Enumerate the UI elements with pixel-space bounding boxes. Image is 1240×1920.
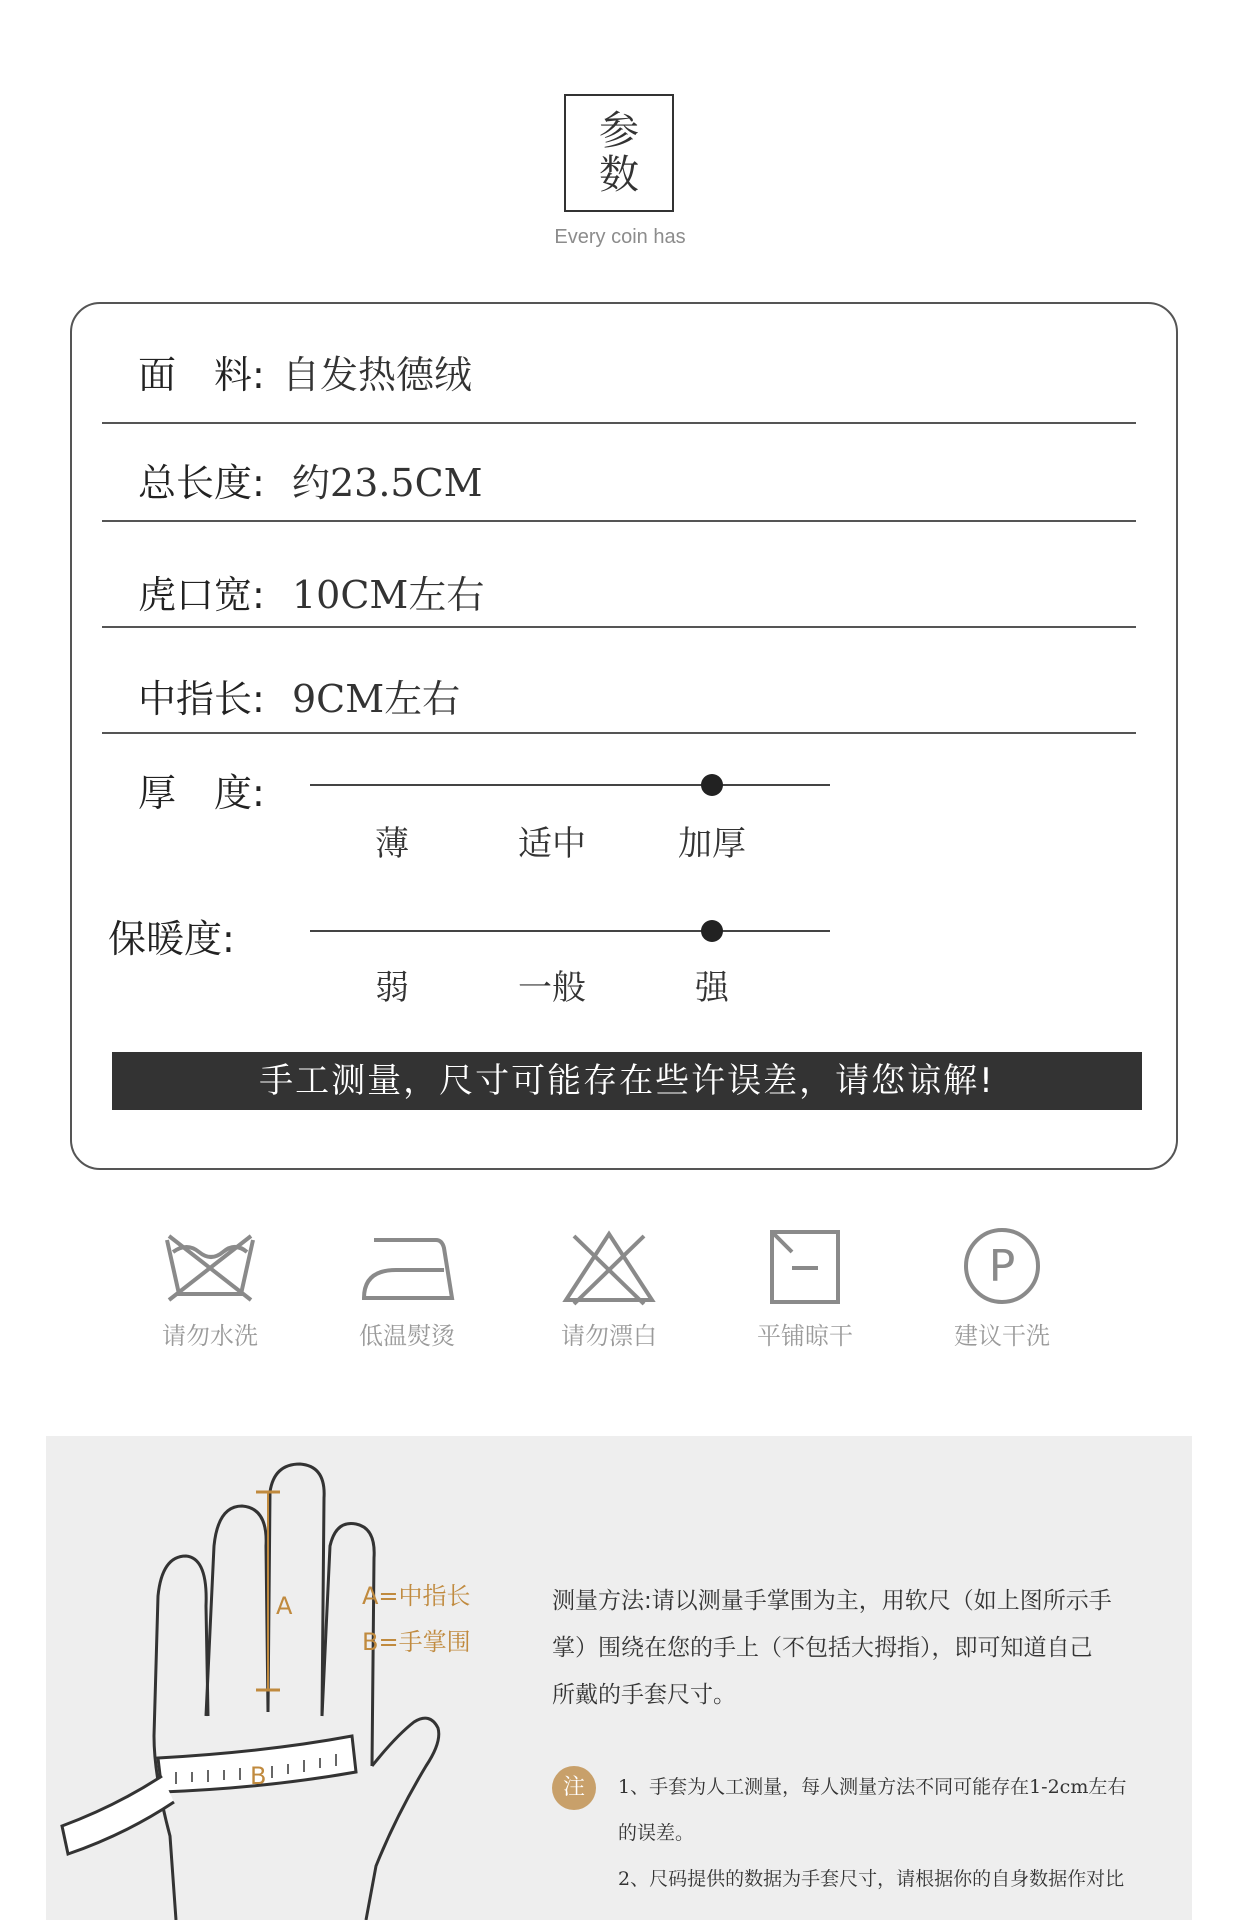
spec-row-palm-width — [102, 522, 1136, 628]
spec-value: 自发热德绒 — [282, 353, 473, 397]
care-label: 请勿漂白 — [561, 1322, 657, 1350]
spec-value: 10CM左右 — [292, 573, 485, 617]
method-line: 掌）围绕在您的手上（不包括大拇指），即可知道自己 — [552, 1635, 1093, 1661]
warmth-tick: 强 — [695, 968, 729, 1008]
care-no-wash — [130, 1226, 290, 1351]
measurement-method-text — [552, 1578, 1152, 1719]
care-no-bleach — [529, 1226, 689, 1351]
spec-row-finger-length — [102, 628, 1136, 734]
care-iron-low — [327, 1226, 487, 1351]
warmth-label: 保暖度: — [108, 917, 235, 961]
flat-dry-icon — [750, 1226, 860, 1306]
spec-row-fabric — [102, 304, 1136, 424]
iron-low-icon — [352, 1226, 462, 1306]
svg-text:P: P — [988, 1241, 1016, 1292]
thickness-scale-line — [310, 784, 830, 786]
spec-label: 虎口宽: — [138, 573, 265, 617]
care-dry-clean — [922, 1226, 1082, 1351]
method-line: 测量方法:请以测量手掌围为主，用软尺（如上图所示手 — [552, 1588, 1112, 1614]
no-wash-icon — [155, 1226, 265, 1306]
dry-clean-icon — [947, 1226, 1057, 1306]
title-line-2: 数 — [599, 152, 639, 198]
care-label: 请勿水洗 — [162, 1322, 258, 1350]
legend-palm-circumference: B=手掌围 — [362, 1628, 471, 1656]
note-badge: 注 — [552, 1766, 596, 1810]
thickness-tick: 薄 — [375, 824, 409, 864]
spec-card — [70, 302, 1178, 1170]
section-subtitle: Every coin has — [554, 226, 686, 248]
spec-value: 9CM左右 — [292, 677, 461, 721]
thickness-tick: 适中 — [518, 824, 586, 864]
care-label: 低温熨烫 — [359, 1322, 455, 1350]
note-line: 的误差。 — [618, 1822, 695, 1844]
section-title-badge — [564, 94, 674, 212]
warmth-marker — [701, 920, 723, 942]
title-line-1: 参 — [599, 108, 639, 154]
note-line: 2、尺码提供的数据为手套尺寸，请根据你的自身数据作对比 — [618, 1868, 1125, 1890]
care-label: 平铺晾干 — [757, 1322, 853, 1350]
spec-value: 约23.5CM — [292, 461, 483, 505]
care-label: 建议干洗 — [954, 1322, 1050, 1350]
spec-label: 中指长: — [138, 677, 265, 721]
hand-illustration — [46, 1436, 466, 1920]
spec-label: 总长度: — [138, 461, 265, 505]
thickness-label: 厚 度: — [138, 771, 265, 815]
method-line: 所戴的手套尺寸。 — [552, 1682, 736, 1708]
legend-middle-finger-length: A=中指长 — [362, 1582, 471, 1610]
measurement-guide-panel — [46, 1436, 1192, 1920]
note-line: 1、手套为人工测量，每人测量方法不同可能存在1-2cm左右 — [618, 1776, 1127, 1798]
spec-row-length — [102, 424, 1136, 522]
spec-label: 面 料: — [138, 353, 265, 397]
warmth-scale-line — [310, 930, 830, 932]
measurement-disclaimer-banner: 手工测量，尺寸可能存在些许误差，请您谅解! — [112, 1052, 1142, 1110]
measure-mark-b: B — [250, 1762, 267, 1790]
care-flat-dry — [725, 1226, 885, 1351]
measure-mark-a: A — [276, 1592, 293, 1620]
warmth-tick: 一般 — [518, 968, 586, 1008]
warmth-tick: 弱 — [375, 968, 409, 1008]
no-bleach-icon — [554, 1226, 664, 1306]
thickness-marker — [701, 774, 723, 796]
thickness-tick: 加厚 — [678, 824, 746, 864]
